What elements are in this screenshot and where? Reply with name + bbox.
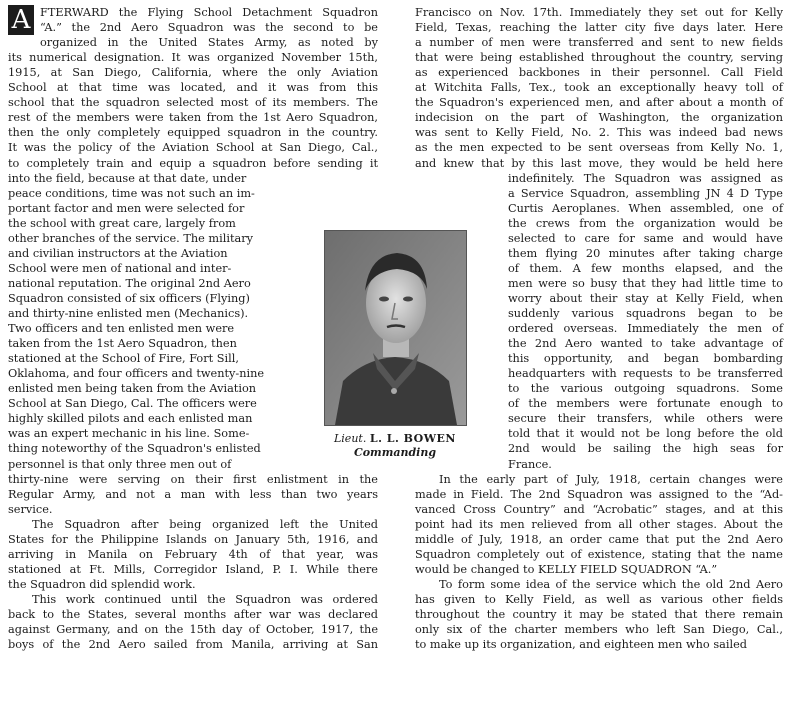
- right-text-line: was sent to Kelly Field, No. 2. This was indeed bad news: [415, 126, 783, 140]
- left-text-line: stationed at the School of Fire, Fort Sill,: [8, 352, 239, 366]
- caption-role: Commanding: [353, 446, 437, 459]
- left-text-line: FTERWARD the Flying School Detachment Squadron: [40, 6, 378, 19]
- left-text-line: “A.” the 2nd Aero Squadron was the second to be: [40, 21, 378, 35]
- right-text-line: them flying 20 minutes after taking charge: [508, 246, 783, 260]
- left-text-line: the school with great care, largely from: [8, 216, 236, 230]
- right-text-line: would be changed to KELLY FIELD SQUADRON “A.”: [415, 562, 718, 576]
- right-text-line: a number of men were transferred and sent to new fields: [415, 36, 783, 50]
- right-text-line: In the early part of July, 1918, certain changes were: [439, 472, 783, 486]
- left-text-line: It was the policy of the Aviation School at San Diego, Cal.,: [8, 141, 378, 155]
- right-text-line: the crews from the organization would be: [508, 216, 783, 230]
- right-text-line: a Service Squadron, assembling JN 4 D Type: [508, 186, 783, 200]
- right-text-line: ordered overseas. Immediately the men of: [508, 322, 783, 336]
- right-text-line: secure their transfers, while others were: [508, 412, 783, 426]
- left-text-line: highly skilled pilots and each enlisted man: [8, 412, 253, 426]
- left-text-line: School at that time was located, and it was from this: [8, 81, 378, 95]
- right-text-line: indecision on the part of Washington, the organization: [415, 111, 783, 125]
- left-text-line: service.: [8, 502, 53, 516]
- right-text-line: this opportunity, and began bombarding: [508, 352, 783, 366]
- caption-name: L. L. BOWEN: [369, 432, 456, 445]
- left-text-line: against Germany, and on the 15th day of October, 1917, the: [8, 623, 378, 637]
- drop-cap-letter: A: [8, 5, 34, 35]
- left-text-line: Regular Army, and not a man with less than two years: [8, 487, 378, 501]
- left-text-line: School at San Diego, Cal. The officers were: [8, 397, 257, 411]
- left-text-line: portant factor and men were selected for: [8, 201, 245, 215]
- right-text-line: that were being established throughout the country, serving: [415, 51, 783, 65]
- left-text-line: back to the States, several months after war was declared: [8, 608, 378, 621]
- left-text-line: organized in the United States Army, as noted by: [40, 36, 378, 50]
- right-text-line: and knew that by this last move, they would be held here: [415, 156, 783, 170]
- left-text-line: The Squadron after being organized left the United: [32, 517, 378, 531]
- photo-caption: [326, 432, 464, 460]
- portrait-illustration: [325, 231, 466, 425]
- right-text-line: the 2nd Aero wanted to take advantage of: [508, 337, 783, 351]
- left-text-line: This work continued until the Squadron was ordered: [32, 592, 378, 606]
- right-text-line: men were so busy that they had little time to: [508, 276, 783, 290]
- left-text-line: thing noteworthy of the Squadron's enlisted: [8, 442, 261, 456]
- right-text-line: Field, Texas, reaching the latter city five days later. Here: [415, 21, 783, 35]
- right-text-line: told that it would not be long before the old: [508, 427, 783, 441]
- left-text-line: thirty-nine were serving on their first enlistment in the: [8, 472, 378, 486]
- right-text-line: at Witchita Falls, Tex., took an exceptionally heavy toll of: [415, 81, 783, 95]
- right-text-line: vanced Cross Country” and “Acrobatic” stages, and at this: [415, 502, 783, 516]
- right-text-line: only six of the charter members who left San Diego, Cal.,: [415, 623, 783, 637]
- left-text-line: was an expert mechanic in his line. Some-: [8, 427, 250, 441]
- right-text-line: Squadron completely out of existence, stating that the name: [415, 547, 783, 561]
- right-text-line: middle of July, 1918, an order came that put the 2nd Aero: [415, 532, 783, 546]
- left-text-line: taken from the 1st Aero Squadron, then: [8, 337, 237, 351]
- right-text-line: as the men expected to be sent overseas from Kelly No. 1,: [415, 141, 783, 155]
- right-text-line: Curtis Aeroplanes. When assembled, one of: [508, 201, 783, 215]
- left-text-line: then the only completely equipped squadron in the country.: [8, 126, 378, 140]
- left-text-line: Oklahoma, and four officers and twenty-nine: [8, 367, 265, 381]
- left-text-line: States for the Philippine Islands on January 5th, 1916, and: [8, 532, 378, 546]
- left-text-line: arriving in Manila on February 4th of that year, was: [8, 547, 378, 561]
- left-text-line: stationed at Ft. Mills, Corregidor Island, P. I. While there: [8, 562, 378, 576]
- right-text-line: to the various outgoing squadrons. Some: [508, 382, 783, 396]
- right-text-line: of them. A few months elapsed, and the: [508, 261, 783, 275]
- left-text-line: School were men of national and inter-: [8, 261, 232, 275]
- right-text-line: as experienced backbones in their personnel. Call Field: [415, 66, 783, 80]
- portrait-photo: [324, 230, 467, 426]
- right-text-line: France.: [508, 457, 552, 471]
- left-text-line: 1915, at San Diego, California, where the only Aviation: [8, 66, 378, 80]
- right-text-line: indefinitely. The Squadron was assigned as: [508, 171, 783, 185]
- right-text-line: made in Field. The 2nd Squadron was assigned to the “Ad-: [415, 487, 783, 501]
- left-text-line: and civilian instructors at the Aviation: [8, 246, 228, 260]
- left-text-line: Two officers and ten enlisted men were: [8, 322, 235, 336]
- right-text-line: selected to care for same and would have: [508, 231, 783, 245]
- left-text-line: national reputation. The original 2nd Aero: [8, 276, 251, 290]
- left-text-line: other branches of the service. The military: [8, 231, 254, 245]
- right-text-line: 2nd would be sailing the high seas for: [508, 442, 783, 456]
- left-text-line: school that the squadron selected most of its members. The: [8, 96, 378, 110]
- left-text-line: and thirty-nine enlisted men (Mechanics).: [8, 307, 249, 320]
- left-text-line: its numerical designation. It was organized November 15th,: [8, 51, 378, 65]
- right-text-line: worry about their stay at Kelly Field, when: [508, 291, 783, 305]
- left-text-line: rest of the members were taken from the 1st Aero Squadron,: [8, 111, 378, 125]
- right-text-line: throughout the country it may be stated that there remain: [415, 608, 783, 621]
- left-text-line: personnel is that only three men out of: [8, 457, 232, 471]
- left-text-line: into the field, because at that date, under: [8, 171, 247, 185]
- caption-rank: Lieut.: [333, 432, 367, 445]
- left-text-line: peace conditions, time was not such an im-: [8, 186, 255, 200]
- right-text-line: headquarters with requests to be transferred: [508, 367, 783, 381]
- right-text-line: Francisco on Nov. 17th. Immediately they set out for Kelly: [415, 6, 783, 19]
- right-text-line: to make up its organization, and eighteen men who sailed: [415, 638, 747, 652]
- right-text-line: has given to Kelly Field, as well as various other fields: [415, 592, 783, 606]
- left-text-line: enlisted men being taken from the Aviation: [8, 382, 257, 396]
- right-text-line: To form some idea of the service which the old 2nd Aero: [439, 577, 783, 591]
- right-text-line: suddenly various squadrons began to be: [508, 307, 783, 320]
- left-text-line: Squadron consisted of six officers (Flying): [8, 291, 250, 305]
- left-text-line: the Squadron did splendid work.: [8, 577, 196, 591]
- left-text-line: boys of the 2nd Aero sailed from Manila, arriving at San: [8, 638, 378, 652]
- right-text-line: of the members were fortunate enough to: [508, 397, 783, 411]
- right-text-line: point had its men relieved from all other stages. About the: [415, 517, 783, 531]
- left-text-line: to completely train and equip a squadron before sending it: [8, 156, 378, 170]
- right-text-line: the Squadron's experienced men, and after about a month of: [415, 96, 783, 110]
